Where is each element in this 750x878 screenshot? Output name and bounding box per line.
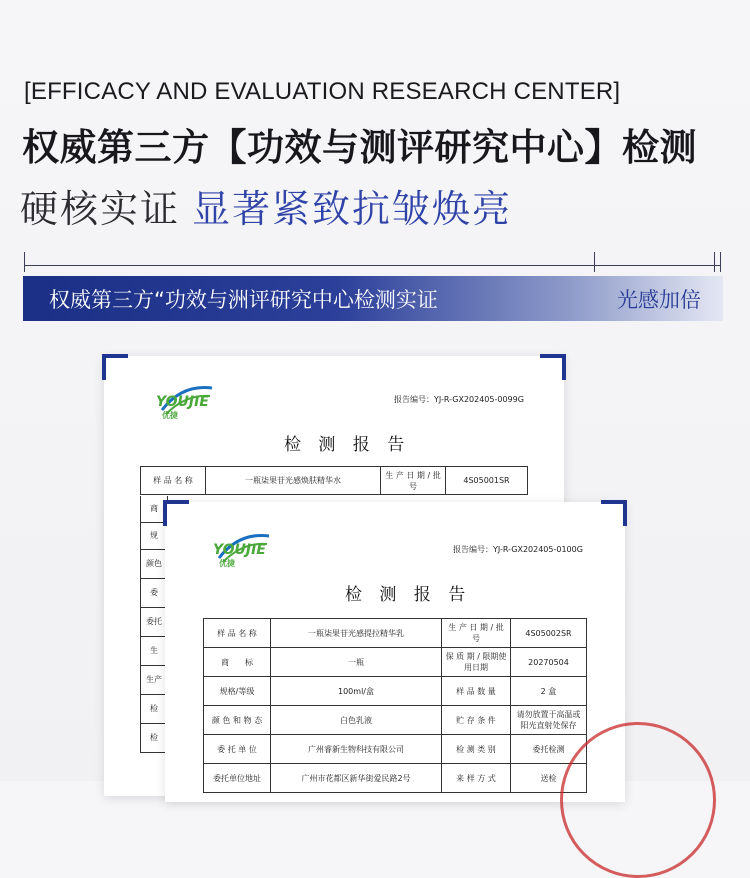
report-table-front [203,618,587,793]
logo [209,528,273,566]
table-cell: 请勿放置于高温或阳光直射处保存 [511,706,587,735]
table-cell: 4S05002SR [511,619,587,648]
table-cell: 2 盒 [511,677,587,706]
table-cell: 白色乳液 [271,706,442,735]
svg-text:YOUJIE: YOUJIE [156,394,209,410]
side-label: 生 [140,637,168,666]
logo-cn: 优捷 [162,411,178,420]
table-row [141,467,528,495]
table-cell: 保 质 期 / 限期使用日期 [442,648,511,677]
side-label: 检 [140,724,168,753]
corner-bracket [163,500,189,526]
side-label: 生产 [140,666,168,695]
section-banner [23,276,723,321]
table-row [204,648,587,677]
logo-cn: 优捷 [219,559,235,568]
table-row [204,764,587,793]
subheadline-highlight: 显著紧致抗皱焕亮 [192,187,513,231]
table-cell: 样 品 数 量 [442,677,511,706]
table-cell: 检 测 类 别 [442,735,511,764]
ruler-tick [24,252,25,272]
table-cell: 送检 [511,764,587,793]
subheadline-plain: 硬核实证 [20,187,181,231]
table-cell: 来 样 方 式 [442,764,511,793]
side-label: 颜色 [140,550,168,579]
table-cell: 生 产 日 期 / 批 号 [381,467,446,495]
table-cell: 委 托 单 位 [204,735,271,764]
decorative-ruler [24,252,721,272]
eyebrow-heading: [EFFICACY AND EVALUATION RESEARCH CENTER] [24,78,621,105]
table-row [204,706,587,735]
red-seal-stamp [560,722,716,878]
ruler-tick [714,252,715,272]
report-title: 检 测 报 告 [284,435,411,455]
side-label: 检 [140,695,168,724]
table-cell: 20270504 [511,648,587,677]
side-label: 委 [140,579,168,608]
banner-right-text: 光感加倍 [617,287,701,312]
table-cell: 100ml/盒 [271,677,442,706]
ruler-tick [594,252,595,272]
table-cell: 规格/等级 [204,677,271,706]
table-cell: 商 标 [204,648,271,677]
svg-text:YOUJIE: YOUJIE [213,542,266,558]
report-title: 检 测 报 告 [345,585,472,605]
table-cell: 样 品 名 称 [204,619,271,648]
side-label: 商 [140,496,168,523]
table-cell: 委托检测 [511,735,587,764]
report-number: 报告编号：YJ-R-GX202405-0100G [453,545,583,554]
report-table-back [140,466,528,495]
corner-bracket [601,500,627,526]
table-cell: 一瓶柒果苷光感提拉精华乳 [271,619,442,648]
report-number: 报告编号：YJ-R-GX202405-0099G [394,395,524,404]
ruler-tick [720,252,721,272]
logo [152,380,216,418]
table-row [204,619,587,648]
table-cell: 4S05001SR [446,467,528,495]
table-cell: 一瓶 [271,648,442,677]
corner-bracket [102,354,128,380]
table-cell: 一瓶柒果苷光感焕肤精华水 [206,467,381,495]
headline: 权威第三方【功效与测评研究中心】检测 [22,126,697,169]
table-cell: 广州市花都区新华街爱民路2号 [271,764,442,793]
side-label: 规 [140,523,168,550]
table-cell: 委托单位地址 [204,764,271,793]
table-cell: 贮 存 条 件 [442,706,511,735]
table-cell: 生 产 日 期 / 批 号 [442,619,511,648]
table-row [204,677,587,706]
side-labels [140,496,168,753]
ruler-line [24,265,721,266]
table-row [204,735,587,764]
side-label: 委托 [140,608,168,637]
subheadline [20,178,512,233]
report-document-front [165,502,625,802]
corner-bracket [540,354,566,380]
table-cell: 样 品 名 称 [141,467,206,495]
table-cell: 广州睿新生物科技有限公司 [271,735,442,764]
banner-left-text: 权威第三方“功效与洲评研究中心检测实证 [49,287,438,312]
table-cell: 颜 色 和 物 态 [204,706,271,735]
